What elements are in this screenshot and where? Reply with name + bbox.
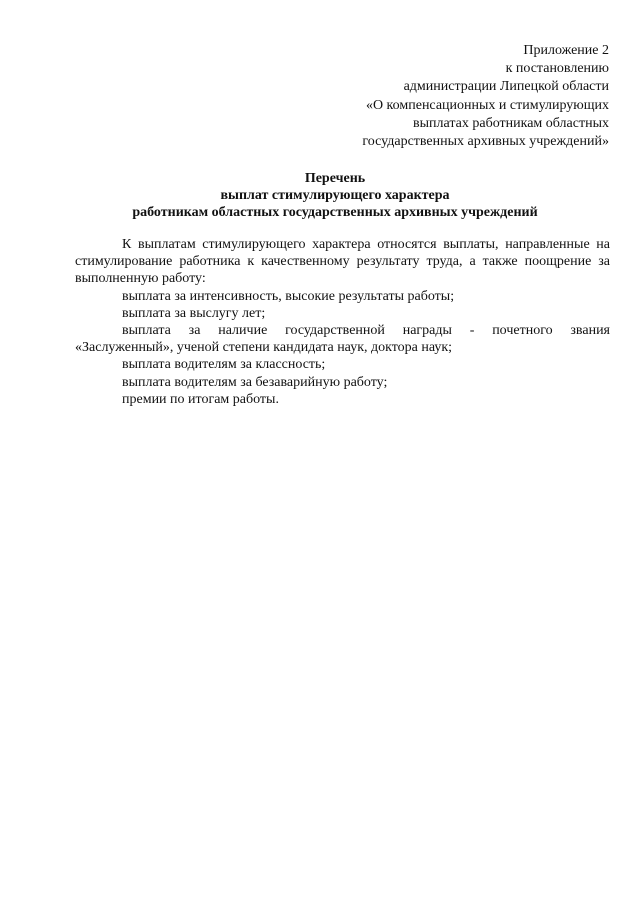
- appendix-line-4: «О компенсационных и стимулирующих: [365, 97, 609, 113]
- list-item-3: выплата за наличие государственной награды - почетного звания «Заслуженный», ученой степени кандидата наук, доктора наук;: [75, 323, 610, 356]
- title-line-2: выплат стимулирующего характера: [220, 188, 450, 203]
- appendix-line-2: к постановлению: [505, 61, 609, 77]
- document-body: [75, 236, 610, 408]
- title-line-1: Перечень: [304, 171, 366, 186]
- appendix-header: [309, 42, 609, 151]
- list-item-4: выплата водителям за классность;: [122, 357, 326, 373]
- list-item-2: выплата за выслугу лет;: [122, 305, 266, 321]
- list-item-6: премии по итогам работы.: [122, 391, 279, 407]
- list-item-1: выплата за интенсивность, высокие результаты работы;: [122, 288, 455, 304]
- appendix-line-5: выплатах работникам областных: [413, 115, 609, 131]
- appendix-line-3: администрации Липецкой области: [403, 79, 609, 95]
- title-line-3: работникам областных государственных архивных учреждений: [132, 205, 538, 220]
- appendix-line-1: Приложение 2: [523, 43, 609, 58]
- intro-paragraph: К выплатам стимулирующего характера относятся выплаты, направленные на стимулирование работника к качественному результату труда, а также поощрение за выполненную работу:: [75, 237, 610, 287]
- list-item-5: выплата водителям за безаварийную работу;: [122, 374, 388, 390]
- document-title: [60, 170, 610, 221]
- appendix-line-6: государственных архивных учреждений»: [362, 134, 609, 150]
